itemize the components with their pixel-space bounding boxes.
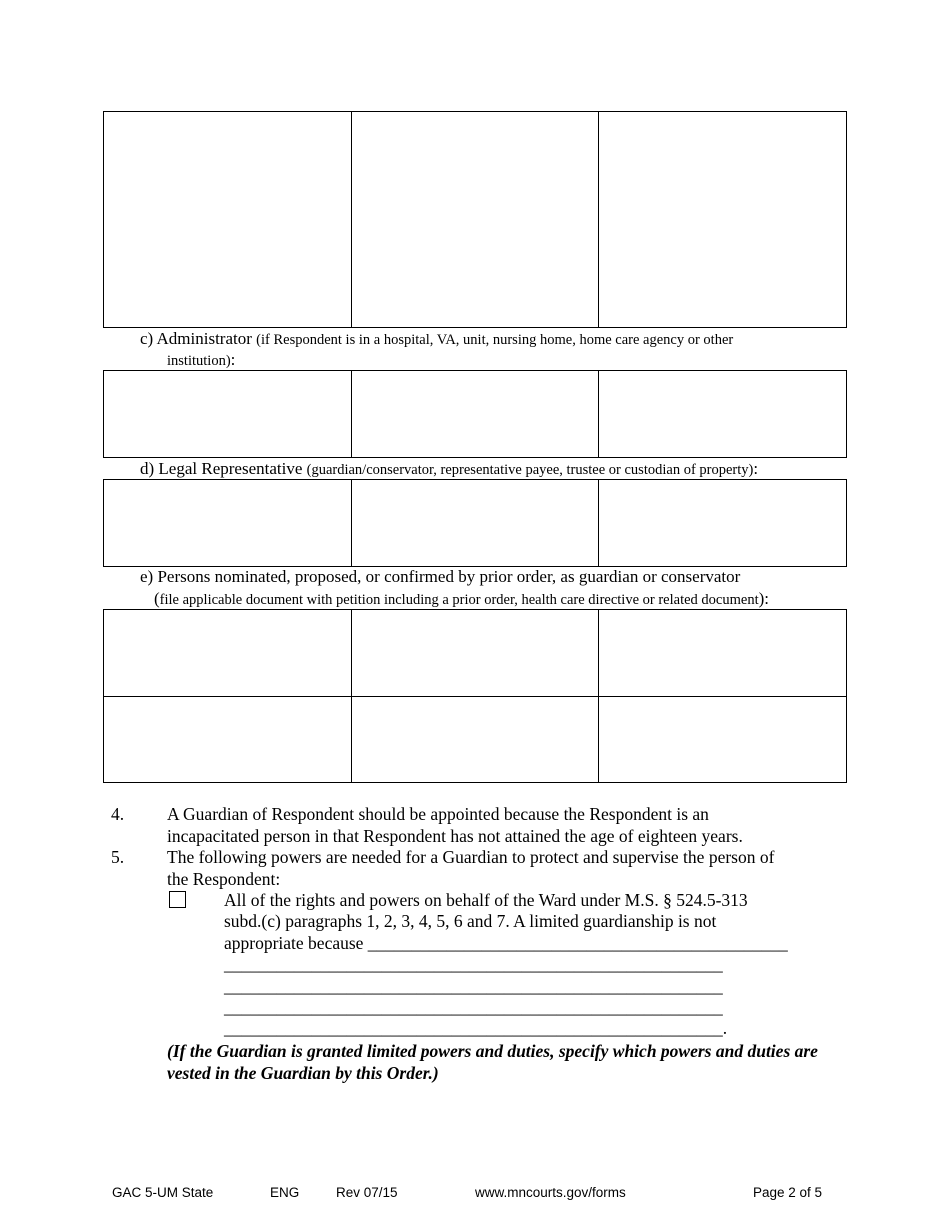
table-cell[interactable]: [599, 480, 847, 567]
option-line3[interactable]: appropriate because ________________________________________________: [224, 933, 788, 953]
all-powers-checkbox[interactable]: [169, 891, 186, 908]
section-c-title: c) Administrator: [140, 329, 257, 348]
blank-line[interactable]: _________________________________________________________: [224, 954, 723, 974]
section-c-note2: institution): [167, 353, 231, 369]
blank-line[interactable]: _________________________________________________________: [224, 976, 723, 996]
table-cell[interactable]: [351, 371, 599, 458]
section-e-close: ):: [758, 589, 769, 608]
footer-revision: Rev 07/15: [336, 1185, 398, 1200]
section-c-label-cont: [167, 350, 235, 371]
footer-language: ENG: [270, 1185, 300, 1200]
item-5-number: 5.: [111, 847, 125, 867]
section-c-label: [140, 329, 733, 350]
top-party-table: [103, 111, 847, 328]
section-e-open: (: [154, 589, 160, 608]
footer-form-id: GAC 5-UM State: [112, 1185, 214, 1200]
item-4-line2: incapacitated person in that Respondent has not attained the age of eighteen years.: [167, 826, 743, 846]
table-cell[interactable]: [599, 610, 847, 697]
table-cell[interactable]: [599, 697, 847, 783]
limited-powers-note: (If the Guardian is granted limited powers and duties, specify which powers and duties are vested in the Guardian by this Order.): [167, 1041, 818, 1083]
administrator-table: [103, 370, 847, 458]
section-d-suffix: :: [753, 459, 759, 478]
section-d-title: d) Legal Representative: [140, 459, 307, 478]
table-cell[interactable]: [351, 480, 599, 567]
table-cell[interactable]: [104, 371, 352, 458]
section-e-title: e) Persons nominated, proposed, or confirmed by prior order, as guardian or conservator: [140, 567, 741, 586]
item-4-line1: A Guardian of Respondent should be appointed because the Respondent is an: [167, 804, 709, 824]
option-line2: subd.(c) paragraphs 1, 2, 3, 4, 5, 6 and 7. A limited guardianship is not: [224, 911, 717, 931]
section-c-suffix: :: [230, 350, 236, 369]
table-cell[interactable]: [599, 371, 847, 458]
table-cell[interactable]: [104, 610, 352, 697]
table-cell[interactable]: [351, 610, 599, 697]
item-5-line2: the Respondent:: [167, 869, 281, 889]
item-4-number: 4.: [111, 804, 125, 824]
legal-representative-table: [103, 479, 847, 567]
section-e-label-cont: [154, 589, 769, 610]
blank-line[interactable]: _________________________________________________________: [224, 997, 723, 1017]
section-d-note: (guardian/conservator, representative payee, trustee or custodian of property): [306, 462, 754, 478]
table-cell[interactable]: [104, 112, 352, 328]
blank-line[interactable]: _________________________________________________________.: [224, 1018, 728, 1038]
option-line1: All of the rights and powers on behalf of the Ward under M.S. § 524.5-313: [224, 890, 748, 910]
section-d-label: [140, 459, 758, 480]
section-e-note: file applicable document with petition including a prior order, health care directive or related document: [159, 592, 759, 608]
section-c-note: (if Respondent is in a hospital, VA, unit, nursing home, home care agency or other: [256, 332, 734, 348]
table-cell[interactable]: [104, 697, 352, 783]
footer-url[interactable]: www.mncourts.gov/forms: [475, 1185, 626, 1200]
item-5-line1: The following powers are needed for a Guardian to protect and supervise the person of: [167, 847, 775, 867]
table-cell[interactable]: [351, 112, 599, 328]
footer-page-number: Page 2 of 5: [753, 1185, 823, 1200]
nominated-persons-table: [103, 609, 847, 783]
table-cell[interactable]: [351, 697, 599, 783]
table-cell[interactable]: [599, 112, 847, 328]
table-cell[interactable]: [104, 480, 352, 567]
